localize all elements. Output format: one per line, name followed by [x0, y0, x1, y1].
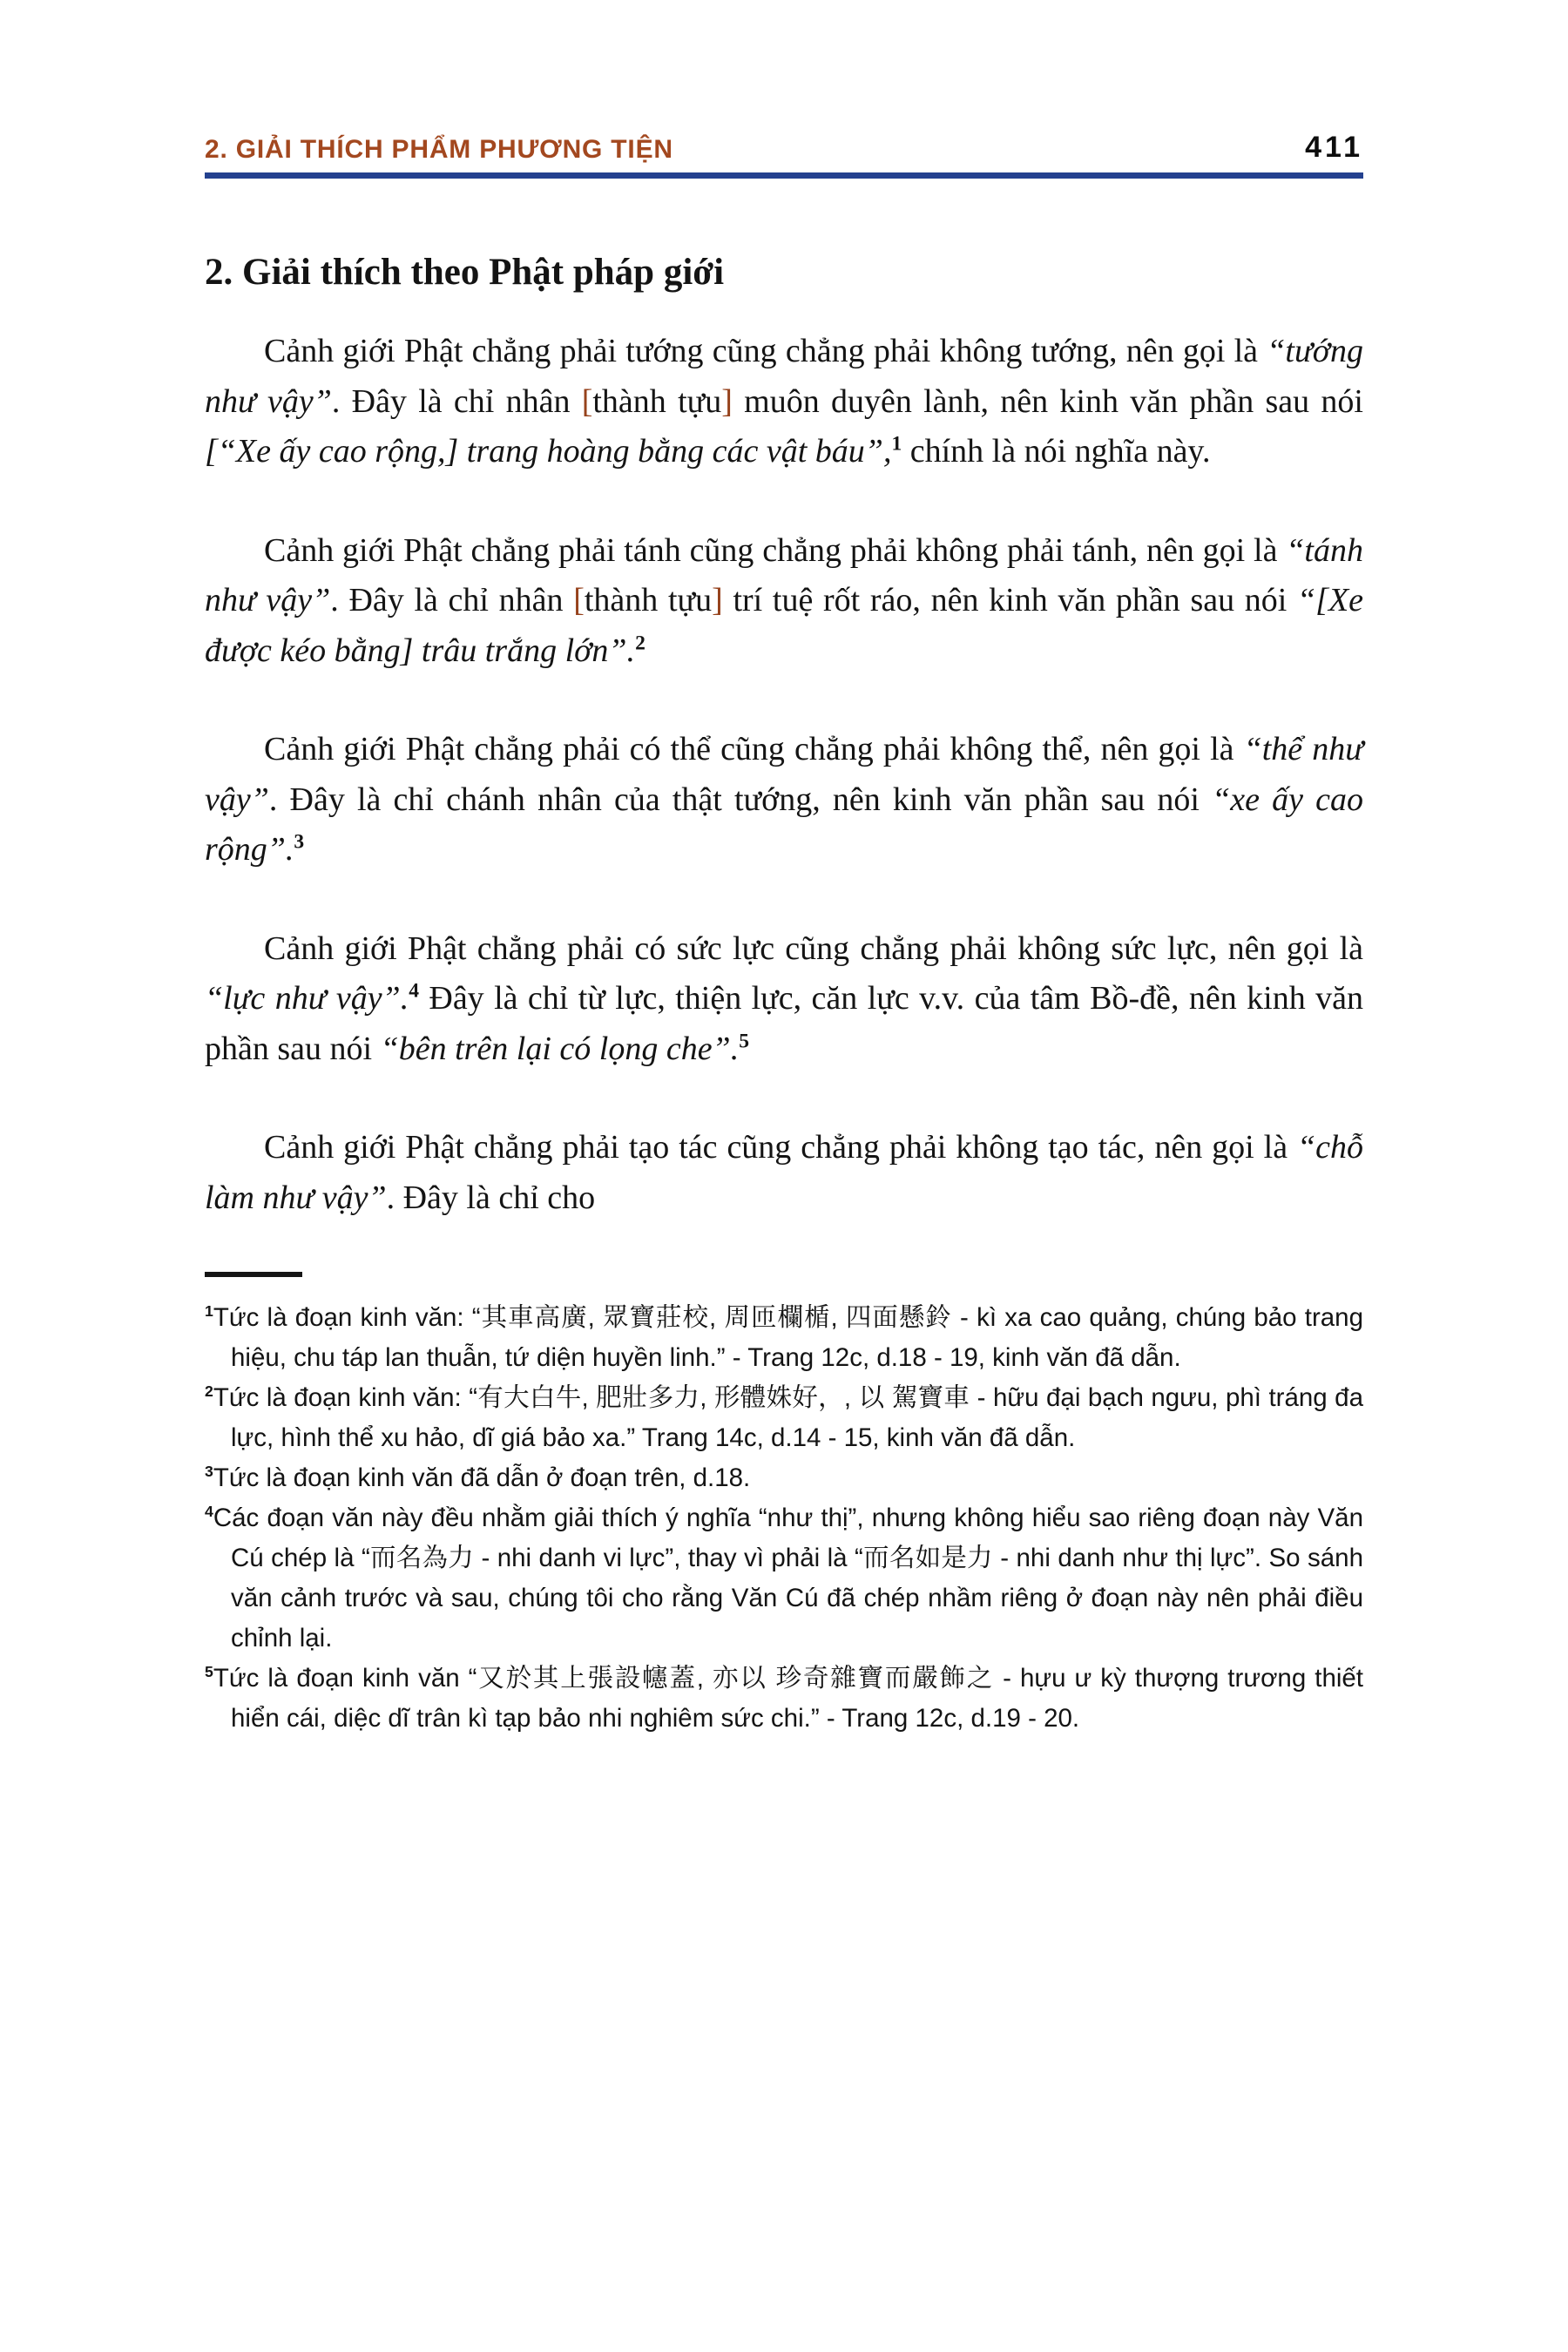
text-run: thành tựu: [592, 382, 722, 420]
footnotes-section: [205, 1298, 1363, 1739]
footnote: [205, 1378, 1363, 1458]
page-content: [205, 0, 1363, 1739]
text-run: Cảnh giới Phật chẳng phải tạo tác cũng chẳng phải không tạo tác, nên gọi là: [264, 1129, 1297, 1166]
text-run: - nhi danh như thị lực”. So sánh văn cảnh trước và sau, chúng tôi cho rằng Văn Cú đã chép nhầm riêng ở đoạn này nên phải điều chỉnh lại.: [231, 1544, 1363, 1652]
paragraph: [205, 725, 1363, 875]
footnote: [205, 1659, 1363, 1739]
text-run: - hữu đại bạch ngưu, phì tráng đa lực, hình thể xu hảo, dĩ giá bảo xa.” Trang 14c, d.14 - 15, kinh văn đã dẫn.: [231, 1383, 1363, 1452]
italic-quote: “chỗ làm như vậy”: [205, 1129, 1363, 1216]
text-run: trí tuệ rốt ráo, nên kinh văn phần sau nói: [722, 582, 1298, 618]
text-run: Tức là đoạn kinh văn đã dẫn ở đoạn trên, d.18.: [213, 1463, 751, 1492]
footnote-marker: 4: [205, 1503, 213, 1521]
footnote-marker: 5: [205, 1663, 213, 1681]
italic-quote: “bên trên lại có lọng che”.: [380, 1030, 740, 1067]
text-run: chính là nói nghĩa này.: [902, 433, 1211, 470]
footnote-marker: 3: [205, 1463, 213, 1481]
chinese-quote: 有大白牛, 肥壯多力, 形體姝好，, 以 駕寶車: [477, 1383, 970, 1412]
footnote-marker: 1: [891, 432, 902, 456]
page-number: 411: [1305, 131, 1363, 164]
section-heading: 2. Giải thích theo Phật pháp giới: [205, 252, 725, 293]
footnote-marker: 3: [294, 830, 305, 854]
italic-quote: [“Xe ấy cao rộng,] trang hoàng bằng các vật báu”,: [205, 433, 892, 470]
text-run: Cảnh giới Phật chẳng phải tánh cũng chẳng phải không phải tánh, nên gọi là: [264, 531, 1287, 569]
paragraph: [205, 1123, 1363, 1223]
footnote-separator: [205, 1272, 302, 1277]
footnote: [205, 1498, 1363, 1659]
text-run: Tức là đoạn kinh văn: “: [213, 1303, 481, 1332]
header-rule: [205, 172, 1363, 179]
chinese-quote: 又於其上張設幰蓋, 亦以 珍奇雜寶而嚴飾之: [476, 1664, 995, 1693]
chinese-quote: 其車高廣, 眾寶莊校, 周匝欄楯, 四面懸鈴: [480, 1303, 952, 1332]
italic-quote: “tướng như vậy”: [205, 333, 1363, 420]
text-run: Các đoạn văn này đều nhằm giải thích ý nghĩa “như thị”, nhưng không hiểu sao riêng đoạn này Văn Cú chép là “: [213, 1504, 1363, 1572]
text-run: Cảnh giới Phật chẳng phải tướng cũng chẳng phải không tướng, nên gọi là: [264, 333, 1267, 369]
text-run: . Đây là chỉ chánh nhân của thật tướng, nên kinh văn phần sau nói: [268, 781, 1213, 818]
footnote-marker: 1: [205, 1302, 213, 1321]
italic-quote: “thể như vậy”: [205, 731, 1363, 818]
italic-quote: “[Xe được kéo bằng] trâu trắng lớn”.: [205, 582, 1364, 669]
text-run: - hựu ư kỳ thượng trương thiết hiển cái, diệc dĩ trân kì tạp bảo nhi nghiêm sức chi.” - Trang 12c, d.19 - 20.: [231, 1664, 1364, 1733]
text-run: - nhi danh vi lực”, thay vì phải là “: [474, 1544, 863, 1572]
text-run: Cảnh giới Phật chẳng phải có thể cũng chẳng phải không thể, nên gọi là: [264, 731, 1244, 767]
chinese-quote: 而名為力: [369, 1544, 474, 1572]
text-run: . Đây là chỉ cho: [386, 1179, 596, 1216]
text-run: Đây là chỉ từ lực, thiện lực, căn lực v.v. của tâm Bồ-đề, nên kinh văn phần sau nói: [205, 980, 1363, 1067]
text-run: . Đây là chỉ nhân: [330, 582, 574, 618]
text-run: - kì xa cao quảng, chúng bảo trang hiệu, chu táp lan thuẫn, tứ diện huyền linh.” - Trang 12c, d.18 - 19, kinh văn đã dẫn.: [231, 1303, 1363, 1372]
paragraph: [205, 924, 1363, 1075]
footnote-marker: 4: [409, 979, 419, 1003]
text-run: thành tựu: [584, 582, 713, 618]
text-run: Tức là đoạn kinh văn: “: [213, 1383, 478, 1412]
italic-quote: “lực như vậy”.: [205, 980, 409, 1017]
editor-bracket: [: [573, 582, 585, 618]
footnote-marker: 5: [739, 1029, 749, 1052]
paragraph: [205, 327, 1363, 477]
editor-bracket: [: [581, 382, 593, 420]
editor-bracket: ]: [712, 582, 723, 618]
running-header: [205, 131, 1363, 165]
text-run: Tức là đoạn kinh văn “: [213, 1664, 477, 1693]
text-run: Cảnh giới Phật chẳng phải có sức lực cũng chẳng phải không sức lực, nên gọi là: [264, 929, 1363, 967]
text-run: . Đây là chỉ nhân: [331, 382, 582, 420]
footnote: [205, 1458, 1363, 1498]
italic-quote: “xe ấy cao rộng”.: [205, 781, 1363, 868]
footnote-marker: 2: [635, 631, 645, 654]
paragraph: [205, 526, 1363, 677]
footnote-marker: 2: [205, 1382, 213, 1401]
editor-bracket: ]: [721, 382, 733, 420]
footnote: [205, 1298, 1363, 1378]
chinese-quote: 而名如是力: [862, 1544, 993, 1572]
italic-quote: “tánh như vậy”: [205, 531, 1363, 618]
text-run: muôn duyên lành, nên kinh văn phần sau nói: [732, 382, 1363, 420]
running-header-title: 2. GIẢI THÍCH PHẨM PHƯƠNG TIỆN: [205, 135, 673, 164]
body-text: [205, 327, 1363, 1223]
